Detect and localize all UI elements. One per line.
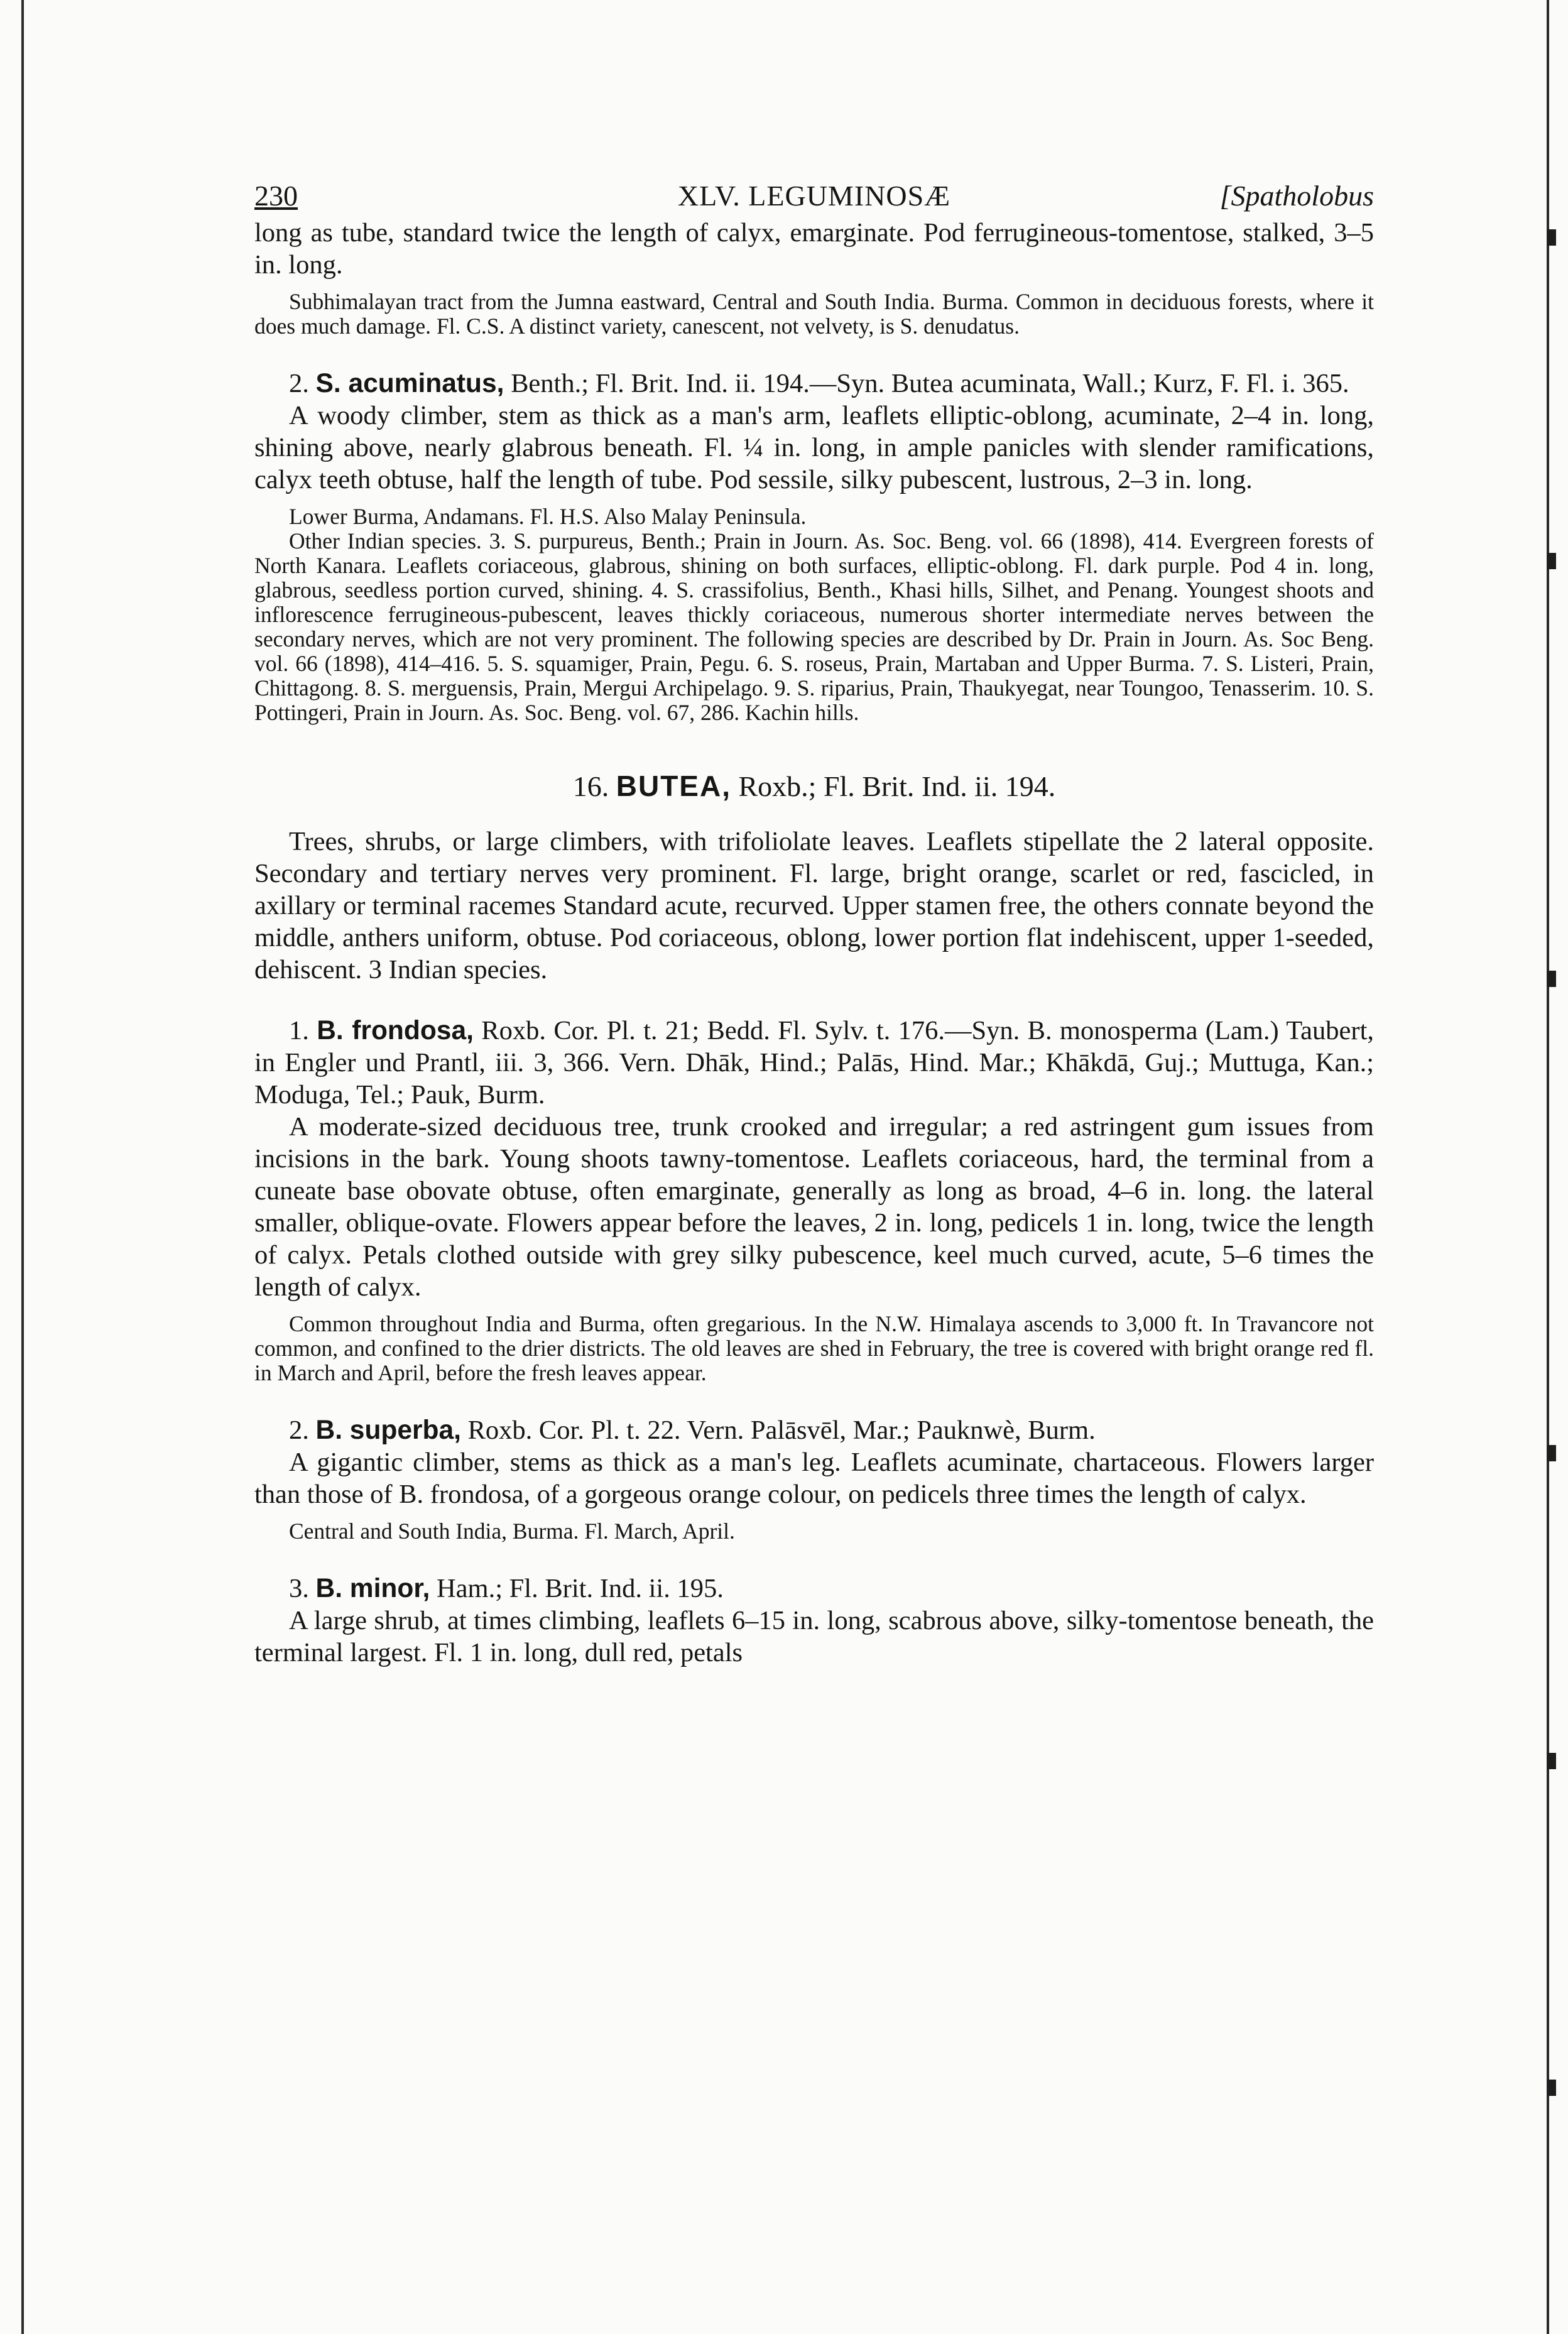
species-number: 2. — [289, 1415, 309, 1445]
running-header — [254, 179, 1374, 217]
species-citation: Roxb. Cor. Pl. t. 21; Bedd. Fl. Sylv. t. 176.—Syn. B. monosperma (Lam.) Taubert, in Engler und Prantl, iii. 3, 366. Vern. Dhāk, Hind.; Palās, Hind. Mar.; Khākdā, Guj.; Muttuga, Kan.; Moduga, Tel.; Pauk, Burm. — [254, 1016, 1374, 1110]
margin-mark — [1547, 1445, 1556, 1461]
page — [254, 179, 1374, 1669]
species-name: S. acuminatus, — [315, 369, 504, 398]
margin-mark — [1547, 2080, 1556, 2096]
page-number: 230 — [254, 180, 298, 212]
species-description: A woody climber, stem as thick as a man's arm, leaflets elliptic-oblong, acuminate, 2–4 in. long, shining above, nearly glabrous beneath. Fl. ¼ in. long, in ample panicles with slender ramifications, calyx teeth obtuse, half the length of tube. Pod sessile, silky pubescent, lustrous, 2–3 in. long. — [254, 401, 1374, 494]
species-description: A large shrub, at times climbing, leaflets 6–15 in. long, scabrous above, silky-tomentose beneath, the terminal largest. Fl. 1 in. long, dull red, petals — [254, 1606, 1374, 1667]
continuation-text: long as tube, standard twice the length of calyx, emarginate. Pod ferrugineous-tomentose, stalked, 3–5 in. long. — [254, 218, 1374, 280]
genus-name: BUTEA, — [616, 770, 731, 802]
genus-number: 16. — [572, 770, 609, 802]
species-distribution: Lower Burma, Andamans. Fl. H.S. Also Malay Peninsula. — [289, 504, 807, 529]
continuation-note: Subhimalayan tract from the Jumna eastward, Central and South India. Burma. Common in deciduous forests, where it does much damage. Fl. C.S. A distinct variety, canescent, not velvety, is S. denudatus. — [254, 289, 1374, 339]
species-citation: Benth.; Fl. Brit. Ind. ii. 194.—Syn. Butea acuminata, Wall.; Kurz, F. Fl. i. 365. — [511, 369, 1349, 398]
section-title: [Spatholobus — [1219, 180, 1374, 212]
other-species-note: Other Indian species. 3. S. purpureus, Benth.; Prain in Journ. As. Soc. Beng. vol. 66 (1898), 414. Evergreen forests of North Kanara. Leaflets coriaceous, glabrous, shining on both surfaces, elliptic-oblong. Fl. dark purple. Pod 4 in. long, glabrous, seedless portion curved, shining. 4. S. crassifolius, Benth., Khasi hills, Silhet, and Penang. Youngest shoots and inflorescence ferrugineous-pubescent, leaves thickly coriaceous, numerous shorter intermediate nerves between the secondary nerves, which are not very prominent. The following species are described by Dr. Prain in Journ. As. Soc Beng. vol. 66 (1898), 414–416. 5. S. squamiger, Prain, Pegu. 6. S. roseus, Prain, Martaban and Upper Burma. 7. S. Listeri, Prain, Chittagong. 8. S. merguensis, Prain, Mergui Archipelago. 9. S. riparius, Prain, Thaukyegat, near Toungoo, Tenasserim. 10. S. Pottingeri, Prain in Journ. As. Soc. Beng. vol. 67, 286. Kachin hills. — [254, 528, 1374, 725]
margin-mark — [1547, 1753, 1556, 1769]
genus-heading — [254, 769, 1374, 803]
species-name: B. minor, — [315, 1574, 430, 1603]
species-heading — [254, 368, 1374, 400]
species-number: 2. — [289, 369, 309, 398]
species-description: A gigantic climber, stems as thick as a man's leg. Leaflets acuminate, chartaceous. Flowers larger than those of B. frondosa, of a gorgeous orange colour, on pedicels three times the length of calyx. — [254, 1448, 1374, 1509]
species-distribution: Common throughout India and Burma, often gregarious. In the N.W. Himalaya ascends to 3,000 ft. In Travancore not common, and confined to the drier districts. The old leaves are shed in February, the tree is covered with bright orange red fl. in March and April, before the fresh leaves appear. — [254, 1311, 1374, 1385]
species-name: B. superba, — [315, 1415, 461, 1445]
genus-description: Trees, shrubs, or large climbers, with trifoliolate leaves. Leaflets stipellate the 2 lateral opposite. Secondary and tertiary nerves very prominent. Fl. large, bright orange, scarlet or red, fascicled, in axillary or terminal racemes Standard acute, recurved. Upper stamen free, the others connate beyond the middle, anthers uniform, obtuse. Pod coriaceous, oblong, lower portion flat indehiscent, upper 1-seeded, dehiscent. 3 Indian species. — [254, 827, 1374, 984]
page-right-edge — [1547, 0, 1549, 2334]
genus-citation: Roxb.; Fl. Brit. Ind. ii. 194. — [738, 770, 1056, 802]
margin-mark — [1547, 553, 1556, 569]
species-heading — [254, 1015, 1374, 1111]
species-distribution: Central and South India, Burma. Fl. March, April. — [289, 1519, 735, 1544]
species-description: A moderate-sized deciduous tree, trunk crooked and irregular; a red astringent gum issues from incisions in the bark. Young shoots tawny-tomentose. Leaflets coriaceous, hard, the terminal from a cuneate base obovate obtuse, often emarginate, generally as long as broad, 4–6 in. long. the lateral smaller, oblique-ovate. Flowers appear before the leaves, 2 in. long, pedicels 1 in. long, twice the length of calyx. Petals clothed outside with grey silky pubescence, keel much curved, acute, 5–6 times the length of calyx. — [254, 1112, 1374, 1302]
margin-mark — [1547, 971, 1556, 987]
species-number: 3. — [289, 1574, 309, 1603]
species-name: B. frondosa, — [317, 1016, 474, 1045]
species-citation: Roxb. Cor. Pl. t. 22. Vern. Palāsvēl, Mar.; Pauknwè, Burm. — [467, 1415, 1096, 1445]
page-left-edge — [21, 0, 24, 2334]
margin-mark — [1547, 229, 1556, 246]
running-title: XLV. LEGUMINOSÆ — [677, 180, 951, 212]
species-heading — [254, 1414, 1374, 1446]
species-heading — [254, 1573, 1374, 1605]
species-number: 1. — [289, 1016, 309, 1045]
species-citation: Ham.; Fl. Brit. Ind. ii. 195. — [436, 1574, 724, 1603]
